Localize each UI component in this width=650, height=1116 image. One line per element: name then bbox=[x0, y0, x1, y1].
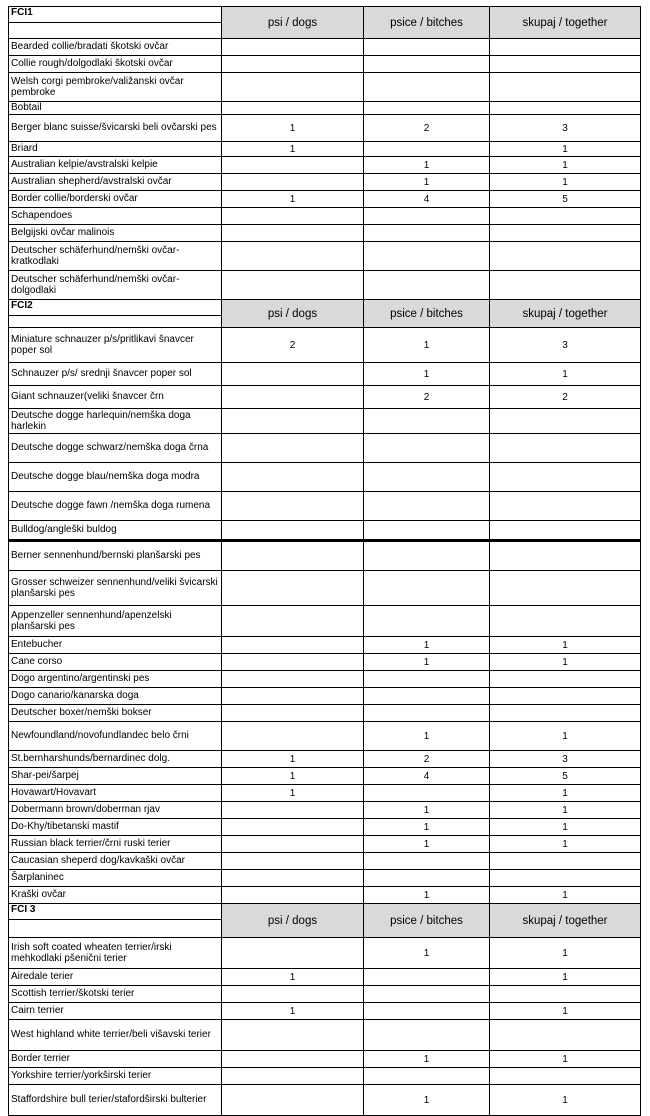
psi-count-cell bbox=[222, 39, 364, 56]
table-row bbox=[9, 386, 641, 409]
skupaj-count-cell bbox=[490, 434, 641, 463]
table-row bbox=[9, 887, 641, 904]
skupaj-count-cell bbox=[490, 463, 641, 492]
psi-count-cell bbox=[222, 463, 364, 492]
breed-name-cell: Australian kelpie/avstralski kelpie bbox=[9, 157, 222, 174]
psice-count-cell: 1 bbox=[364, 1051, 490, 1068]
table-row bbox=[9, 39, 641, 56]
table-row bbox=[9, 521, 641, 541]
table-row bbox=[9, 1085, 641, 1116]
skupaj-count-cell: 5 bbox=[490, 768, 641, 785]
skupaj-count-cell bbox=[490, 870, 641, 887]
skupaj-count-cell bbox=[490, 225, 641, 242]
column-header-skupaj: skupaj / together bbox=[490, 300, 641, 328]
psi-count-cell: 2 bbox=[222, 328, 364, 363]
table-row bbox=[9, 409, 641, 434]
psi-count-cell: 1 bbox=[222, 1003, 364, 1020]
skupaj-count-cell: 1 bbox=[490, 836, 641, 853]
psice-count-cell bbox=[364, 463, 490, 492]
skupaj-count-cell: 1 bbox=[490, 819, 641, 836]
psi-count-cell bbox=[222, 705, 364, 722]
skupaj-count-cell: 1 bbox=[490, 1003, 641, 1020]
table-row bbox=[9, 836, 641, 853]
psi-count-cell bbox=[222, 73, 364, 102]
table-row bbox=[9, 1003, 641, 1020]
psice-count-cell bbox=[364, 870, 490, 887]
psi-count-cell bbox=[222, 157, 364, 174]
psi-count-cell bbox=[222, 571, 364, 606]
breed-name-cell: Do-Khy/tibetanski mastif bbox=[9, 819, 222, 836]
table-row bbox=[9, 671, 641, 688]
psi-count-cell bbox=[222, 671, 364, 688]
skupaj-count-cell: 1 bbox=[490, 654, 641, 671]
column-header-psice: psice / bitches bbox=[364, 300, 490, 328]
breed-name-cell: West highland white terrier/beli višavski terier bbox=[9, 1020, 222, 1051]
breed-name-cell: Caucasian sheperd dog/kavkaški ovčar bbox=[9, 853, 222, 870]
psice-count-cell bbox=[364, 606, 490, 637]
psice-count-cell bbox=[364, 1068, 490, 1085]
psice-count-cell: 1 bbox=[364, 637, 490, 654]
group-header-row bbox=[9, 7, 641, 23]
breed-name-cell: Border terrier bbox=[9, 1051, 222, 1068]
psi-count-cell bbox=[222, 938, 364, 969]
breed-name-cell: Appenzeller sennenhund/apenzelski planšarski pes bbox=[9, 606, 222, 637]
breed-name-cell: Australian shepherd/avstralski ovčar bbox=[9, 174, 222, 191]
skupaj-count-cell: 1 bbox=[490, 802, 641, 819]
psice-count-cell: 2 bbox=[364, 115, 490, 142]
skupaj-count-cell: 1 bbox=[490, 969, 641, 986]
breed-name-cell: Scottish terrier/škotski terier bbox=[9, 986, 222, 1003]
skupaj-count-cell bbox=[490, 705, 641, 722]
psi-count-cell bbox=[222, 363, 364, 386]
skupaj-count-cell bbox=[490, 271, 641, 300]
table-row bbox=[9, 541, 641, 571]
group-title: FCI2 bbox=[9, 300, 222, 316]
psice-count-cell: 2 bbox=[364, 386, 490, 409]
skupaj-count-cell bbox=[490, 492, 641, 521]
breed-name-cell: Deutscher schäferhund/nemški ovčar-dolgodlaki bbox=[9, 271, 222, 300]
skupaj-count-cell: 5 bbox=[490, 191, 641, 208]
table-row bbox=[9, 853, 641, 870]
breed-entries-table bbox=[8, 6, 641, 1116]
table-row bbox=[9, 785, 641, 802]
skupaj-count-cell: 3 bbox=[490, 115, 641, 142]
psice-count-cell bbox=[364, 521, 490, 541]
column-header-skupaj: skupaj / together bbox=[490, 904, 641, 938]
psi-count-cell bbox=[222, 102, 364, 115]
breed-name-cell: Welsh corgi pembroke/valižanski ovčar pembroke bbox=[9, 73, 222, 102]
breed-name-cell: Berger blanc suisse/švicarski beli ovčarski pes bbox=[9, 115, 222, 142]
psi-count-cell bbox=[222, 541, 364, 571]
skupaj-count-cell bbox=[490, 606, 641, 637]
psice-count-cell: 1 bbox=[364, 363, 490, 386]
table-row bbox=[9, 1020, 641, 1051]
psi-count-cell bbox=[222, 225, 364, 242]
table-row bbox=[9, 802, 641, 819]
column-header-psi: psi / dogs bbox=[222, 300, 364, 328]
breed-name-cell: Belgijski ovčar malinois bbox=[9, 225, 222, 242]
table-row bbox=[9, 705, 641, 722]
psi-count-cell bbox=[222, 409, 364, 434]
group-title-spacer bbox=[9, 316, 222, 328]
skupaj-count-cell: 1 bbox=[490, 142, 641, 157]
psi-count-cell bbox=[222, 637, 364, 654]
psice-count-cell bbox=[364, 541, 490, 571]
skupaj-count-cell bbox=[490, 671, 641, 688]
psi-count-cell bbox=[222, 819, 364, 836]
skupaj-count-cell: 1 bbox=[490, 1085, 641, 1116]
breed-name-cell: Briard bbox=[9, 142, 222, 157]
table-row bbox=[9, 73, 641, 102]
table-row bbox=[9, 571, 641, 606]
table-row bbox=[9, 688, 641, 705]
skupaj-count-cell bbox=[490, 853, 641, 870]
breed-name-cell: Bobtail bbox=[9, 102, 222, 115]
table-row bbox=[9, 191, 641, 208]
group-title: FCI 3 bbox=[9, 904, 222, 920]
table-row bbox=[9, 271, 641, 300]
skupaj-count-cell bbox=[490, 688, 641, 705]
column-header-psi: psi / dogs bbox=[222, 7, 364, 39]
psi-count-cell bbox=[222, 836, 364, 853]
table-row bbox=[9, 328, 641, 363]
psice-count-cell bbox=[364, 434, 490, 463]
psi-count-cell bbox=[222, 887, 364, 904]
skupaj-count-cell bbox=[490, 409, 641, 434]
psi-count-cell: 1 bbox=[222, 191, 364, 208]
psi-count-cell bbox=[222, 1051, 364, 1068]
table-row bbox=[9, 870, 641, 887]
skupaj-count-cell: 1 bbox=[490, 157, 641, 174]
breed-name-cell: Border collie/borderski ovčar bbox=[9, 191, 222, 208]
breed-entries-sheet bbox=[8, 6, 640, 1116]
psi-count-cell bbox=[222, 1085, 364, 1116]
table-row bbox=[9, 606, 641, 637]
table-body bbox=[9, 7, 641, 1116]
psice-count-cell bbox=[364, 225, 490, 242]
psice-count-cell: 1 bbox=[364, 802, 490, 819]
skupaj-count-cell bbox=[490, 571, 641, 606]
table-row bbox=[9, 751, 641, 768]
psice-count-cell bbox=[364, 671, 490, 688]
psi-count-cell bbox=[222, 56, 364, 73]
psice-count-cell: 1 bbox=[364, 328, 490, 363]
psi-count-cell bbox=[222, 606, 364, 637]
psi-count-cell: 1 bbox=[222, 785, 364, 802]
skupaj-count-cell bbox=[490, 56, 641, 73]
skupaj-count-cell bbox=[490, 541, 641, 571]
psice-count-cell bbox=[364, 705, 490, 722]
column-header-psice: psice / bitches bbox=[364, 7, 490, 39]
skupaj-count-cell: 2 bbox=[490, 386, 641, 409]
breed-name-cell: Newfoundland/novofundlandec belo črni bbox=[9, 722, 222, 751]
skupaj-count-cell bbox=[490, 208, 641, 225]
table-row bbox=[9, 142, 641, 157]
table-row bbox=[9, 56, 641, 73]
psi-count-cell: 1 bbox=[222, 751, 364, 768]
psice-count-cell bbox=[364, 271, 490, 300]
breed-name-cell: Deutsche dogge harlequin/nemška doga harlekin bbox=[9, 409, 222, 434]
psi-count-cell: 1 bbox=[222, 969, 364, 986]
skupaj-count-cell: 1 bbox=[490, 1051, 641, 1068]
table-row bbox=[9, 1051, 641, 1068]
group-header-row bbox=[9, 904, 641, 920]
group-title: FCI1 bbox=[9, 7, 222, 23]
breed-name-cell: Giant schnauzer(veliki šnavcer črn bbox=[9, 386, 222, 409]
psice-count-cell: 1 bbox=[364, 819, 490, 836]
group-title-spacer bbox=[9, 920, 222, 938]
psice-count-cell: 1 bbox=[364, 887, 490, 904]
breed-name-cell: Dobermann brown/doberman rjav bbox=[9, 802, 222, 819]
table-row bbox=[9, 654, 641, 671]
breed-name-cell: Miniature schnauzer p/s/pritlikavi šnavcer poper sol bbox=[9, 328, 222, 363]
psi-count-cell: 1 bbox=[222, 115, 364, 142]
psice-count-cell bbox=[364, 102, 490, 115]
psice-count-cell bbox=[364, 492, 490, 521]
table-row bbox=[9, 768, 641, 785]
breed-name-cell: Cane corso bbox=[9, 654, 222, 671]
skupaj-count-cell bbox=[490, 39, 641, 56]
psice-count-cell bbox=[364, 208, 490, 225]
psi-count-cell bbox=[222, 434, 364, 463]
psice-count-cell bbox=[364, 142, 490, 157]
psice-count-cell: 2 bbox=[364, 751, 490, 768]
breed-name-cell: Cairn terrier bbox=[9, 1003, 222, 1020]
psi-count-cell bbox=[222, 208, 364, 225]
skupaj-count-cell: 1 bbox=[490, 174, 641, 191]
skupaj-count-cell: 3 bbox=[490, 328, 641, 363]
psice-count-cell bbox=[364, 1020, 490, 1051]
psi-count-cell bbox=[222, 654, 364, 671]
psi-count-cell bbox=[222, 722, 364, 751]
skupaj-count-cell: 1 bbox=[490, 722, 641, 751]
psice-count-cell bbox=[364, 39, 490, 56]
psice-count-cell bbox=[364, 688, 490, 705]
psi-count-cell: 1 bbox=[222, 142, 364, 157]
skupaj-count-cell: 1 bbox=[490, 363, 641, 386]
psice-count-cell bbox=[364, 1003, 490, 1020]
psi-count-cell bbox=[222, 174, 364, 191]
table-row bbox=[9, 938, 641, 969]
psice-count-cell: 4 bbox=[364, 191, 490, 208]
breed-name-cell: Schapendoes bbox=[9, 208, 222, 225]
psi-count-cell bbox=[222, 492, 364, 521]
table-row bbox=[9, 115, 641, 142]
breed-name-cell: Dogo argentino/argentinski pes bbox=[9, 671, 222, 688]
table-row bbox=[9, 463, 641, 492]
psice-count-cell bbox=[364, 571, 490, 606]
skupaj-count-cell bbox=[490, 242, 641, 271]
table-row bbox=[9, 637, 641, 654]
psi-count-cell bbox=[222, 688, 364, 705]
table-row bbox=[9, 102, 641, 115]
psice-count-cell bbox=[364, 986, 490, 1003]
breed-name-cell: Grosser schweizer sennenhund/veliki švicarski planšarski pes bbox=[9, 571, 222, 606]
breed-name-cell: Deutscher schäferhund/nemški ovčar-kratkodlaki bbox=[9, 242, 222, 271]
table-row bbox=[9, 722, 641, 751]
psice-count-cell bbox=[364, 409, 490, 434]
skupaj-count-cell bbox=[490, 73, 641, 102]
psice-count-cell: 1 bbox=[364, 654, 490, 671]
table-row bbox=[9, 157, 641, 174]
table-row bbox=[9, 225, 641, 242]
breed-name-cell: Bearded collie/bradati škotski ovčar bbox=[9, 39, 222, 56]
breed-name-cell: Deutsche dogge fawn /nemška doga rumena bbox=[9, 492, 222, 521]
table-row bbox=[9, 208, 641, 225]
skupaj-count-cell bbox=[490, 986, 641, 1003]
table-row bbox=[9, 986, 641, 1003]
psice-count-cell: 1 bbox=[364, 157, 490, 174]
psice-count-cell: 1 bbox=[364, 938, 490, 969]
psi-count-cell: 1 bbox=[222, 768, 364, 785]
psice-count-cell bbox=[364, 785, 490, 802]
breed-name-cell: Irish soft coated wheaten terrier/irski mehkodlaki pšenični terier bbox=[9, 938, 222, 969]
skupaj-count-cell: 3 bbox=[490, 751, 641, 768]
table-row bbox=[9, 174, 641, 191]
psi-count-cell bbox=[222, 870, 364, 887]
skupaj-count-cell bbox=[490, 1068, 641, 1085]
table-row bbox=[9, 819, 641, 836]
psice-count-cell bbox=[364, 853, 490, 870]
breed-name-cell: Yorkshire terrier/yorkširski terier bbox=[9, 1068, 222, 1085]
psi-count-cell bbox=[222, 386, 364, 409]
breed-name-cell: St.bernharshunds/bernardinec dolg. bbox=[9, 751, 222, 768]
breed-name-cell: Staffordshire bull terier/stafordširski bulterier bbox=[9, 1085, 222, 1116]
table-row bbox=[9, 363, 641, 386]
breed-name-cell: Berner sennenhund/bernski planšarski pes bbox=[9, 541, 222, 571]
psi-count-cell bbox=[222, 1020, 364, 1051]
psice-count-cell bbox=[364, 969, 490, 986]
skupaj-count-cell: 1 bbox=[490, 887, 641, 904]
skupaj-count-cell bbox=[490, 521, 641, 541]
table-row bbox=[9, 242, 641, 271]
psi-count-cell bbox=[222, 802, 364, 819]
skupaj-count-cell: 1 bbox=[490, 938, 641, 969]
psice-count-cell: 1 bbox=[364, 174, 490, 191]
column-header-skupaj: skupaj / together bbox=[490, 7, 641, 39]
breed-name-cell: Entebucher bbox=[9, 637, 222, 654]
table-row bbox=[9, 1068, 641, 1085]
breed-name-cell: Airedale terier bbox=[9, 969, 222, 986]
skupaj-count-cell bbox=[490, 1020, 641, 1051]
psice-count-cell bbox=[364, 73, 490, 102]
psice-count-cell bbox=[364, 242, 490, 271]
table-row bbox=[9, 969, 641, 986]
breed-name-cell: Deutsche dogge schwarz/nemška doga črna bbox=[9, 434, 222, 463]
breed-name-cell: Collie rough/dolgodlaki škotski ovčar bbox=[9, 56, 222, 73]
psi-count-cell bbox=[222, 271, 364, 300]
breed-name-cell: Deutscher boxer/nemški bokser bbox=[9, 705, 222, 722]
psi-count-cell bbox=[222, 1068, 364, 1085]
column-header-psi: psi / dogs bbox=[222, 904, 364, 938]
psice-count-cell: 1 bbox=[364, 1085, 490, 1116]
table-row bbox=[9, 492, 641, 521]
psi-count-cell bbox=[222, 521, 364, 541]
breed-name-cell: Shar-pei/šarpej bbox=[9, 768, 222, 785]
breed-name-cell: Kraški ovčar bbox=[9, 887, 222, 904]
psice-count-cell: 1 bbox=[364, 836, 490, 853]
psi-count-cell bbox=[222, 853, 364, 870]
column-header-psice: psice / bitches bbox=[364, 904, 490, 938]
breed-name-cell: Šarplaninec bbox=[9, 870, 222, 887]
group-header-row bbox=[9, 300, 641, 316]
psice-count-cell bbox=[364, 56, 490, 73]
breed-name-cell: Bulldog/angleški buldog bbox=[9, 521, 222, 541]
skupaj-count-cell bbox=[490, 102, 641, 115]
group-title-spacer bbox=[9, 23, 222, 39]
breed-name-cell: Deutsche dogge blau/nemška doga modra bbox=[9, 463, 222, 492]
skupaj-count-cell: 1 bbox=[490, 785, 641, 802]
skupaj-count-cell: 1 bbox=[490, 637, 641, 654]
breed-name-cell: Schnauzer p/s/ srednji šnavcer poper sol bbox=[9, 363, 222, 386]
breed-name-cell: Hovawart/Hovavart bbox=[9, 785, 222, 802]
psi-count-cell bbox=[222, 242, 364, 271]
breed-name-cell: Dogo canario/kanarska doga bbox=[9, 688, 222, 705]
table-row bbox=[9, 434, 641, 463]
breed-name-cell: Russian black terrier/črni ruski terier bbox=[9, 836, 222, 853]
psice-count-cell: 4 bbox=[364, 768, 490, 785]
psi-count-cell bbox=[222, 986, 364, 1003]
psice-count-cell: 1 bbox=[364, 722, 490, 751]
